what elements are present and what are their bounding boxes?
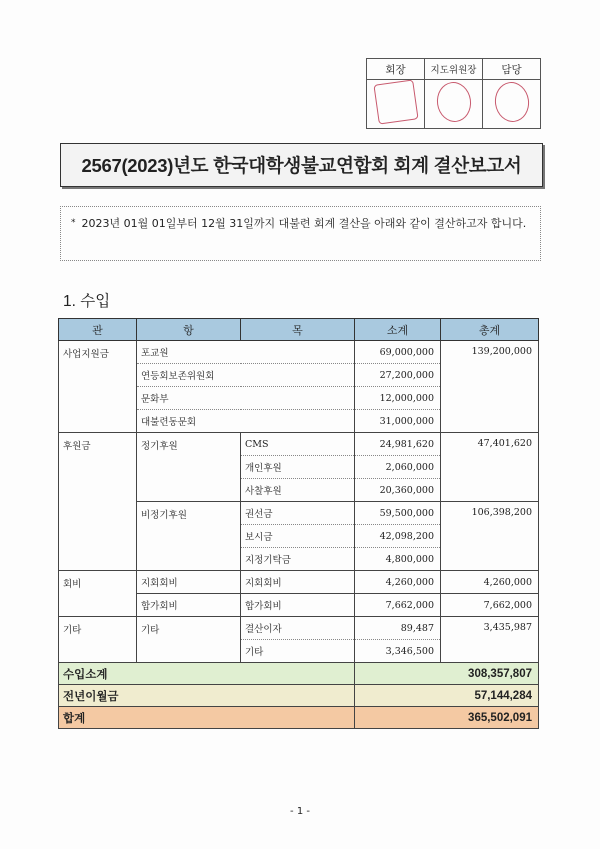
group-cell: 회비 — [59, 571, 137, 617]
subtotal-cell: 42,098,200 — [355, 525, 441, 548]
subtotal-cell: 7,662,000 — [355, 594, 441, 617]
hang-cell: 비정기후원 — [137, 502, 241, 571]
hang-cell: 포교원 — [137, 341, 355, 364]
table-row — [59, 571, 539, 594]
mok-cell: 권선금 — [241, 502, 355, 525]
group-cell: 후원금 — [59, 433, 137, 571]
hang-cell: 지회회비 — [137, 571, 241, 594]
mok-cell: CMS — [241, 433, 355, 456]
summary-label: 전년이월금 — [59, 685, 355, 707]
group-cell: 사업지원금 — [59, 341, 137, 433]
mok-cell: 사찰후원 — [241, 479, 355, 502]
approval-box — [366, 58, 541, 129]
summary-value: 308,357,807 — [355, 663, 539, 685]
subtotal-cell: 4,800,000 — [355, 548, 441, 571]
summary-row-carryover — [59, 685, 539, 707]
total-cell: 3,435,987 — [441, 617, 539, 663]
hang-cell: 연등회보존위원회 — [137, 364, 355, 387]
mok-cell: 결산이자 — [241, 617, 355, 640]
total-cell: 4,260,000 — [441, 571, 539, 594]
subtotal-cell: 59,500,000 — [355, 502, 441, 525]
mok-cell: 개인후원 — [241, 456, 355, 479]
subtotal-cell: 20,360,000 — [355, 479, 441, 502]
col-header-total: 총계 — [441, 319, 539, 341]
col-header-gwan: 관 — [59, 319, 137, 341]
subtotal-cell: 3,346,500 — [355, 640, 441, 663]
total-cell: 106,398,200 — [441, 502, 539, 571]
income-table — [58, 318, 539, 729]
mok-cell: 지정기탁금 — [241, 548, 355, 571]
summary-value: 365,502,091 — [355, 707, 539, 729]
summary-row-income-subtotal — [59, 663, 539, 685]
total-cell: 139,200,000 — [441, 341, 539, 433]
hang-cell: 정기후원 — [137, 433, 241, 502]
subtotal-cell: 12,000,000 — [355, 387, 441, 410]
table-row — [59, 433, 539, 456]
page-number: - 1 - — [290, 806, 310, 817]
subtotal-cell: 31,000,000 — [355, 410, 441, 433]
subtotal-cell: 27,200,000 — [355, 364, 441, 387]
total-cell: 47,401,620 — [441, 433, 539, 502]
advisor-seal-stamp — [434, 80, 473, 124]
group-cell: 기타 — [59, 617, 137, 663]
summary-label: 합계 — [59, 707, 355, 729]
subtotal-cell: 24,981,620 — [355, 433, 441, 456]
subtotal-cell: 2,060,000 — [355, 456, 441, 479]
subtotal-cell: 69,000,000 — [355, 341, 441, 364]
total-cell: 7,662,000 — [441, 594, 539, 617]
note-text: 2023년 01월 01일부터 12월 31일까지 대불련 회계 결산을 아래와 같이 결산하고자 합니다. — [81, 217, 527, 230]
mok-cell: 합가회비 — [241, 594, 355, 617]
note-box — [60, 206, 541, 261]
table-row — [59, 617, 539, 640]
hang-cell: 기타 — [137, 617, 241, 663]
report-title-box — [60, 143, 543, 187]
president-seal-stamp — [373, 79, 418, 124]
summary-label: 수입소계 — [59, 663, 355, 685]
col-header-subtotal: 소계 — [355, 319, 441, 341]
hang-cell: 대불련동문회 — [137, 410, 355, 433]
approval-header-manager: 담당 — [483, 59, 541, 80]
summary-row-grand-total — [59, 707, 539, 729]
asterisk-icon: * — [71, 218, 76, 228]
mok-cell: 지회회비 — [241, 571, 355, 594]
approval-header-president: 회장 — [367, 59, 425, 80]
summary-value: 57,144,284 — [355, 685, 539, 707]
approval-header-advisor: 지도위원장 — [425, 59, 483, 80]
mok-cell: 보시금 — [241, 525, 355, 548]
col-header-mok: 목 — [241, 319, 355, 341]
subtotal-cell: 4,260,000 — [355, 571, 441, 594]
section-title: 1. 수입 — [63, 293, 111, 310]
col-header-hang: 항 — [137, 319, 241, 341]
table-row — [59, 341, 539, 364]
subtotal-cell: 89,487 — [355, 617, 441, 640]
mok-cell: 기타 — [241, 640, 355, 663]
hang-cell: 합가회비 — [137, 594, 241, 617]
manager-seal-stamp — [492, 80, 531, 124]
report-title: 2567(2023)년도 한국대학생불교연합회 회계 결산보고서 — [81, 155, 522, 176]
hang-cell: 문화부 — [137, 387, 355, 410]
